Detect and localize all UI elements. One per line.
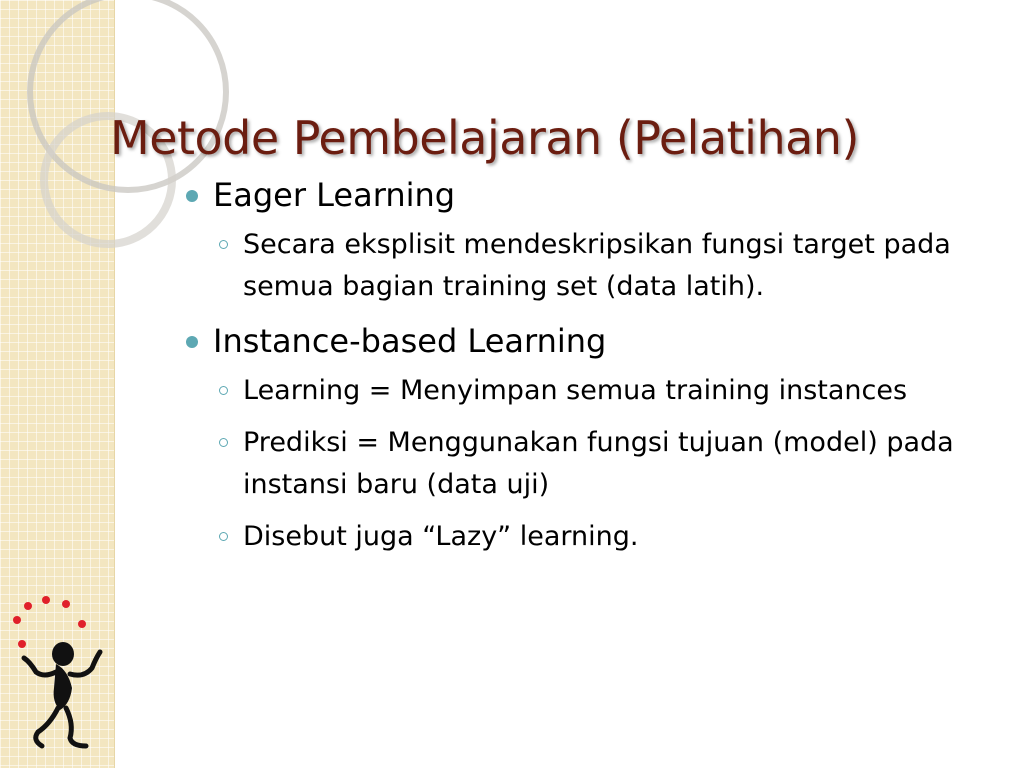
sub-bullet-text: Secara eksplisit mendeskripsikan fungsi target pada semua bagian training set (data latih). <box>243 229 951 302</box>
bullet-group <box>183 172 998 308</box>
sub-bullet-ring-icon <box>219 532 228 541</box>
bullet-dot-icon <box>186 336 198 348</box>
bullet-text: Eager Learning <box>213 176 456 214</box>
bullet-item <box>183 172 998 218</box>
sub-bullet-text: Prediksi = Menggunakan fungsi tujuan (model) pada instansi baru (data uji) <box>243 427 954 500</box>
sub-bullet-text: Disebut juga “Lazy” learning. <box>243 521 639 552</box>
slide-content <box>183 172 998 568</box>
sub-bullet-item <box>183 224 998 308</box>
bullet-group <box>183 318 998 558</box>
sub-bullet-item <box>183 422 998 506</box>
sub-bullet-ring-icon <box>219 386 228 395</box>
slide-title: Metode Pembelajaran (Pelatihan) <box>110 111 859 165</box>
bullet-dot-icon <box>186 190 198 202</box>
sub-bullet-ring-icon <box>219 240 228 249</box>
sub-bullet-text: Learning = Menyimpan semua training instances <box>243 375 908 406</box>
sub-bullet-item <box>183 516 998 558</box>
bullet-text: Instance-based Learning <box>213 322 607 360</box>
sub-bullet-item <box>183 370 998 412</box>
sub-bullet-ring-icon <box>219 438 228 447</box>
bullet-item <box>183 318 998 364</box>
juggler-icon <box>8 592 118 757</box>
